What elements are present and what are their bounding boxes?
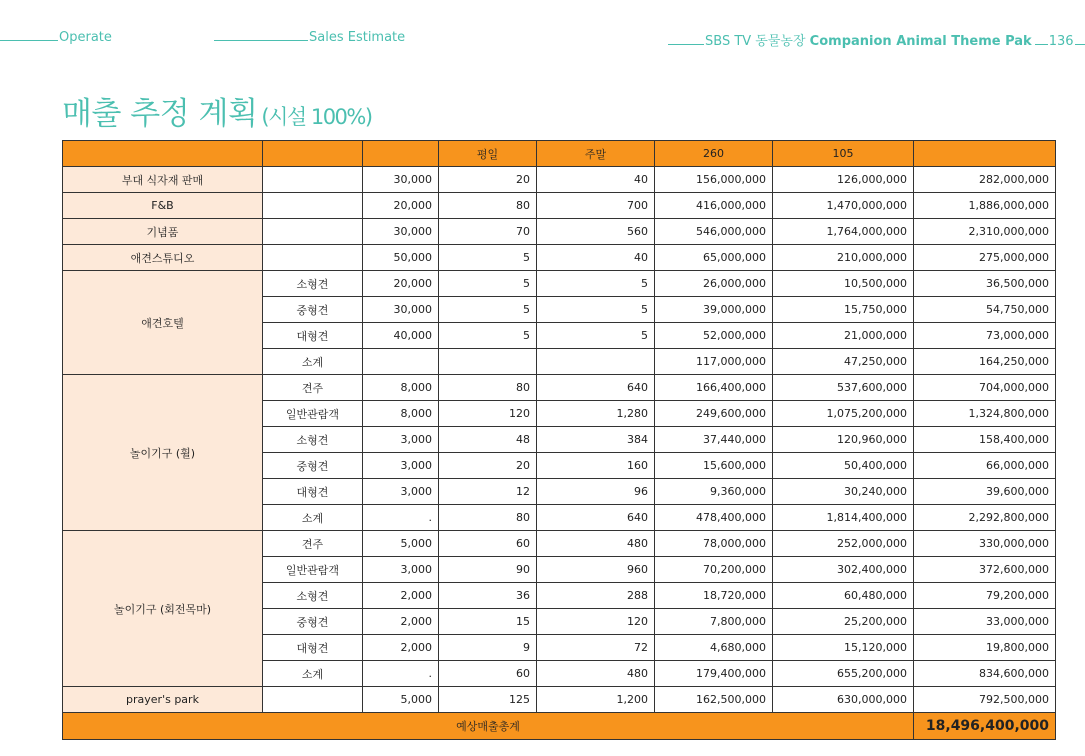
value-cell: 80 [439, 193, 537, 219]
value-cell: 302,400,000 [773, 557, 914, 583]
value-cell: 60 [439, 531, 537, 557]
value-cell: 1,280 [537, 401, 655, 427]
subcategory-cell: 중형견 [263, 609, 363, 635]
value-cell [439, 349, 537, 375]
table-header-cell [914, 141, 1056, 167]
subcategory-cell [263, 219, 363, 245]
value-cell: 179,400,000 [655, 661, 773, 687]
grand-total: 18,496,400,000 [914, 713, 1056, 740]
value-cell: 66,000,000 [914, 453, 1056, 479]
value-cell: 25,200,000 [773, 609, 914, 635]
subcategory-cell: 소형견 [263, 427, 363, 453]
header-sales-estimate: Sales Estimate [309, 30, 406, 45]
value-cell: 655,200,000 [773, 661, 914, 687]
value-cell: 80 [439, 505, 537, 531]
value-cell: 5 [537, 323, 655, 349]
value-cell: 125 [439, 687, 537, 713]
value-cell: 5 [537, 297, 655, 323]
subcategory-cell: 견주 [263, 531, 363, 557]
value-cell: 252,000,000 [773, 531, 914, 557]
value-cell: 73,000,000 [914, 323, 1056, 349]
table-header-cell: 평일 [439, 141, 537, 167]
category-cell: prayer's park [63, 687, 263, 713]
value-cell: 50,000 [363, 245, 439, 271]
value-cell: 8,000 [363, 375, 439, 401]
value-cell: 78,000,000 [655, 531, 773, 557]
value-cell: 640 [537, 375, 655, 401]
value-cell: 40 [537, 245, 655, 271]
value-cell: 1,764,000,000 [773, 219, 914, 245]
table-header-cell [363, 141, 439, 167]
category-cell: 부대 식자재 판매 [63, 167, 263, 193]
value-cell: 33,000,000 [914, 609, 1056, 635]
header-section-brand [668, 30, 1085, 49]
value-cell: 79,200,000 [914, 583, 1056, 609]
category-cell: 애견스튜디오 [63, 245, 263, 271]
table-header-cell: 주말 [537, 141, 655, 167]
value-cell: 2,310,000,000 [914, 219, 1056, 245]
header-operate: Operate [59, 30, 112, 45]
value-cell: 546,000,000 [655, 219, 773, 245]
value-cell: 5 [439, 271, 537, 297]
value-cell: 640 [537, 505, 655, 531]
value-cell: 120 [537, 609, 655, 635]
value-cell: 372,600,000 [914, 557, 1056, 583]
table-header-cell [63, 141, 263, 167]
page-title-main: 매출 추정 계획 [62, 96, 258, 132]
value-cell: 2,000 [363, 635, 439, 661]
value-cell: 160 [537, 453, 655, 479]
value-cell: 20 [439, 167, 537, 193]
value-cell: 330,000,000 [914, 531, 1056, 557]
value-cell: 158,400,000 [914, 427, 1056, 453]
subcategory-cell: 소계 [263, 349, 363, 375]
value-cell: 15 [439, 609, 537, 635]
value-cell: 704,000,000 [914, 375, 1056, 401]
subcategory-cell: 소계 [263, 661, 363, 687]
value-cell: 12 [439, 479, 537, 505]
value-cell: 249,600,000 [655, 401, 773, 427]
value-cell: . [363, 505, 439, 531]
value-cell: 275,000,000 [914, 245, 1056, 271]
value-cell: 1,886,000,000 [914, 193, 1056, 219]
subcategory-cell [263, 687, 363, 713]
value-cell: 834,600,000 [914, 661, 1056, 687]
value-cell: 15,600,000 [655, 453, 773, 479]
sales-estimate-table [62, 140, 1056, 740]
value-cell: 3,000 [363, 557, 439, 583]
value-cell: 126,000,000 [773, 167, 914, 193]
table-header-cell [263, 141, 363, 167]
value-cell: 54,750,000 [914, 297, 1056, 323]
value-cell: 282,000,000 [914, 167, 1056, 193]
value-cell: 5 [439, 297, 537, 323]
value-cell: 537,600,000 [773, 375, 914, 401]
value-cell: 166,400,000 [655, 375, 773, 401]
value-cell: 1,075,200,000 [773, 401, 914, 427]
value-cell: 20,000 [363, 193, 439, 219]
value-cell: 36 [439, 583, 537, 609]
category-cell: 기념품 [63, 219, 263, 245]
subcategory-cell: 대형견 [263, 323, 363, 349]
value-cell: 19,800,000 [914, 635, 1056, 661]
value-cell [363, 349, 439, 375]
value-cell: 50,400,000 [773, 453, 914, 479]
table-row [63, 245, 1056, 271]
value-cell: 1,324,800,000 [914, 401, 1056, 427]
value-cell: 120 [439, 401, 537, 427]
header-rule [0, 31, 58, 41]
value-cell: 960 [537, 557, 655, 583]
value-cell: 5 [439, 245, 537, 271]
category-cell: 놀이기구 (휠) [63, 375, 263, 531]
value-cell: 40,000 [363, 323, 439, 349]
table-row [63, 687, 1056, 713]
value-cell: 39,600,000 [914, 479, 1056, 505]
value-cell: 72 [537, 635, 655, 661]
subcategory-cell: 소형견 [263, 271, 363, 297]
value-cell: 5 [537, 271, 655, 297]
value-cell: 90 [439, 557, 537, 583]
value-cell: 30,000 [363, 297, 439, 323]
value-cell: 15,750,000 [773, 297, 914, 323]
value-cell: 40 [537, 167, 655, 193]
value-cell: 384 [537, 427, 655, 453]
subcategory-cell: 견주 [263, 375, 363, 401]
value-cell: 210,000,000 [773, 245, 914, 271]
subcategory-cell: 중형견 [263, 297, 363, 323]
subcategory-cell [263, 167, 363, 193]
category-cell: 애견호텔 [63, 271, 263, 375]
value-cell: 30,240,000 [773, 479, 914, 505]
subcategory-cell: 일반관람객 [263, 557, 363, 583]
header-rule [1035, 35, 1048, 45]
value-cell: 26,000,000 [655, 271, 773, 297]
value-cell: 700 [537, 193, 655, 219]
table-row [63, 271, 1056, 297]
value-cell: 39,000,000 [655, 297, 773, 323]
category-cell: 놀이기구 (회전목마) [63, 531, 263, 687]
subcategory-cell: 대형견 [263, 479, 363, 505]
value-cell: 15,120,000 [773, 635, 914, 661]
value-cell: 4,680,000 [655, 635, 773, 661]
table-row [63, 167, 1056, 193]
value-cell: 47,250,000 [773, 349, 914, 375]
category-cell: F&B [63, 193, 263, 219]
value-cell: 117,000,000 [655, 349, 773, 375]
value-cell: 30,000 [363, 167, 439, 193]
table-header-cell: 260 [655, 141, 773, 167]
header-park-name: Companion Animal Theme Pak [809, 34, 1032, 49]
value-cell: 20 [439, 453, 537, 479]
value-cell: 96 [537, 479, 655, 505]
value-cell: 5 [439, 323, 537, 349]
table-row [63, 219, 1056, 245]
value-cell: 30,000 [363, 219, 439, 245]
table-header-cell: 105 [773, 141, 914, 167]
table-row [63, 193, 1056, 219]
value-cell: 3,000 [363, 427, 439, 453]
table-row [63, 375, 1056, 401]
value-cell: 2,292,800,000 [914, 505, 1056, 531]
value-cell: 478,400,000 [655, 505, 773, 531]
value-cell: 1,470,000,000 [773, 193, 914, 219]
value-cell: 20,000 [363, 271, 439, 297]
value-cell: 480 [537, 531, 655, 557]
value-cell: 10,500,000 [773, 271, 914, 297]
header-section-sales [214, 30, 405, 45]
value-cell: 52,000,000 [655, 323, 773, 349]
total-label: 예상매출총계 [63, 713, 914, 740]
header-rule [668, 35, 704, 45]
value-cell: 416,000,000 [655, 193, 773, 219]
value-cell [537, 349, 655, 375]
value-cell: 156,000,000 [655, 167, 773, 193]
header-rule [1075, 35, 1085, 45]
value-cell: 18,720,000 [655, 583, 773, 609]
header-brand: SBS TV 동물농장 [705, 34, 806, 49]
page-number: 136 [1048, 34, 1074, 49]
value-cell: 70,200,000 [655, 557, 773, 583]
value-cell: 5,000 [363, 531, 439, 557]
value-cell: 3,000 [363, 453, 439, 479]
value-cell: 70 [439, 219, 537, 245]
value-cell: 21,000,000 [773, 323, 914, 349]
value-cell: 60,480,000 [773, 583, 914, 609]
page-title-sub: (시설 100%) [261, 105, 372, 129]
value-cell: 60 [439, 661, 537, 687]
value-cell: 80 [439, 375, 537, 401]
value-cell: 5,000 [363, 687, 439, 713]
value-cell: 7,800,000 [655, 609, 773, 635]
value-cell: 164,250,000 [914, 349, 1056, 375]
subcategory-cell [263, 193, 363, 219]
value-cell: 792,500,000 [914, 687, 1056, 713]
value-cell: 1,200 [537, 687, 655, 713]
table-row [63, 531, 1056, 557]
subcategory-cell: 대형견 [263, 635, 363, 661]
page-title [62, 88, 372, 133]
value-cell: 288 [537, 583, 655, 609]
value-cell: 65,000,000 [655, 245, 773, 271]
value-cell: 9 [439, 635, 537, 661]
table-total-row [63, 713, 1056, 740]
value-cell: 2,000 [363, 609, 439, 635]
value-cell: . [363, 661, 439, 687]
value-cell: 1,814,400,000 [773, 505, 914, 531]
value-cell: 162,500,000 [655, 687, 773, 713]
header-rule [214, 31, 308, 41]
value-cell: 8,000 [363, 401, 439, 427]
value-cell: 560 [537, 219, 655, 245]
value-cell: 120,960,000 [773, 427, 914, 453]
subcategory-cell: 소계 [263, 505, 363, 531]
value-cell: 630,000,000 [773, 687, 914, 713]
subcategory-cell [263, 245, 363, 271]
value-cell: 36,500,000 [914, 271, 1056, 297]
table-header-row [63, 141, 1056, 167]
subcategory-cell: 일반관람객 [263, 401, 363, 427]
value-cell: 3,000 [363, 479, 439, 505]
header-section-operate [0, 30, 112, 45]
value-cell: 480 [537, 661, 655, 687]
subcategory-cell: 소형견 [263, 583, 363, 609]
value-cell: 37,440,000 [655, 427, 773, 453]
value-cell: 9,360,000 [655, 479, 773, 505]
value-cell: 2,000 [363, 583, 439, 609]
value-cell: 48 [439, 427, 537, 453]
subcategory-cell: 중형견 [263, 453, 363, 479]
